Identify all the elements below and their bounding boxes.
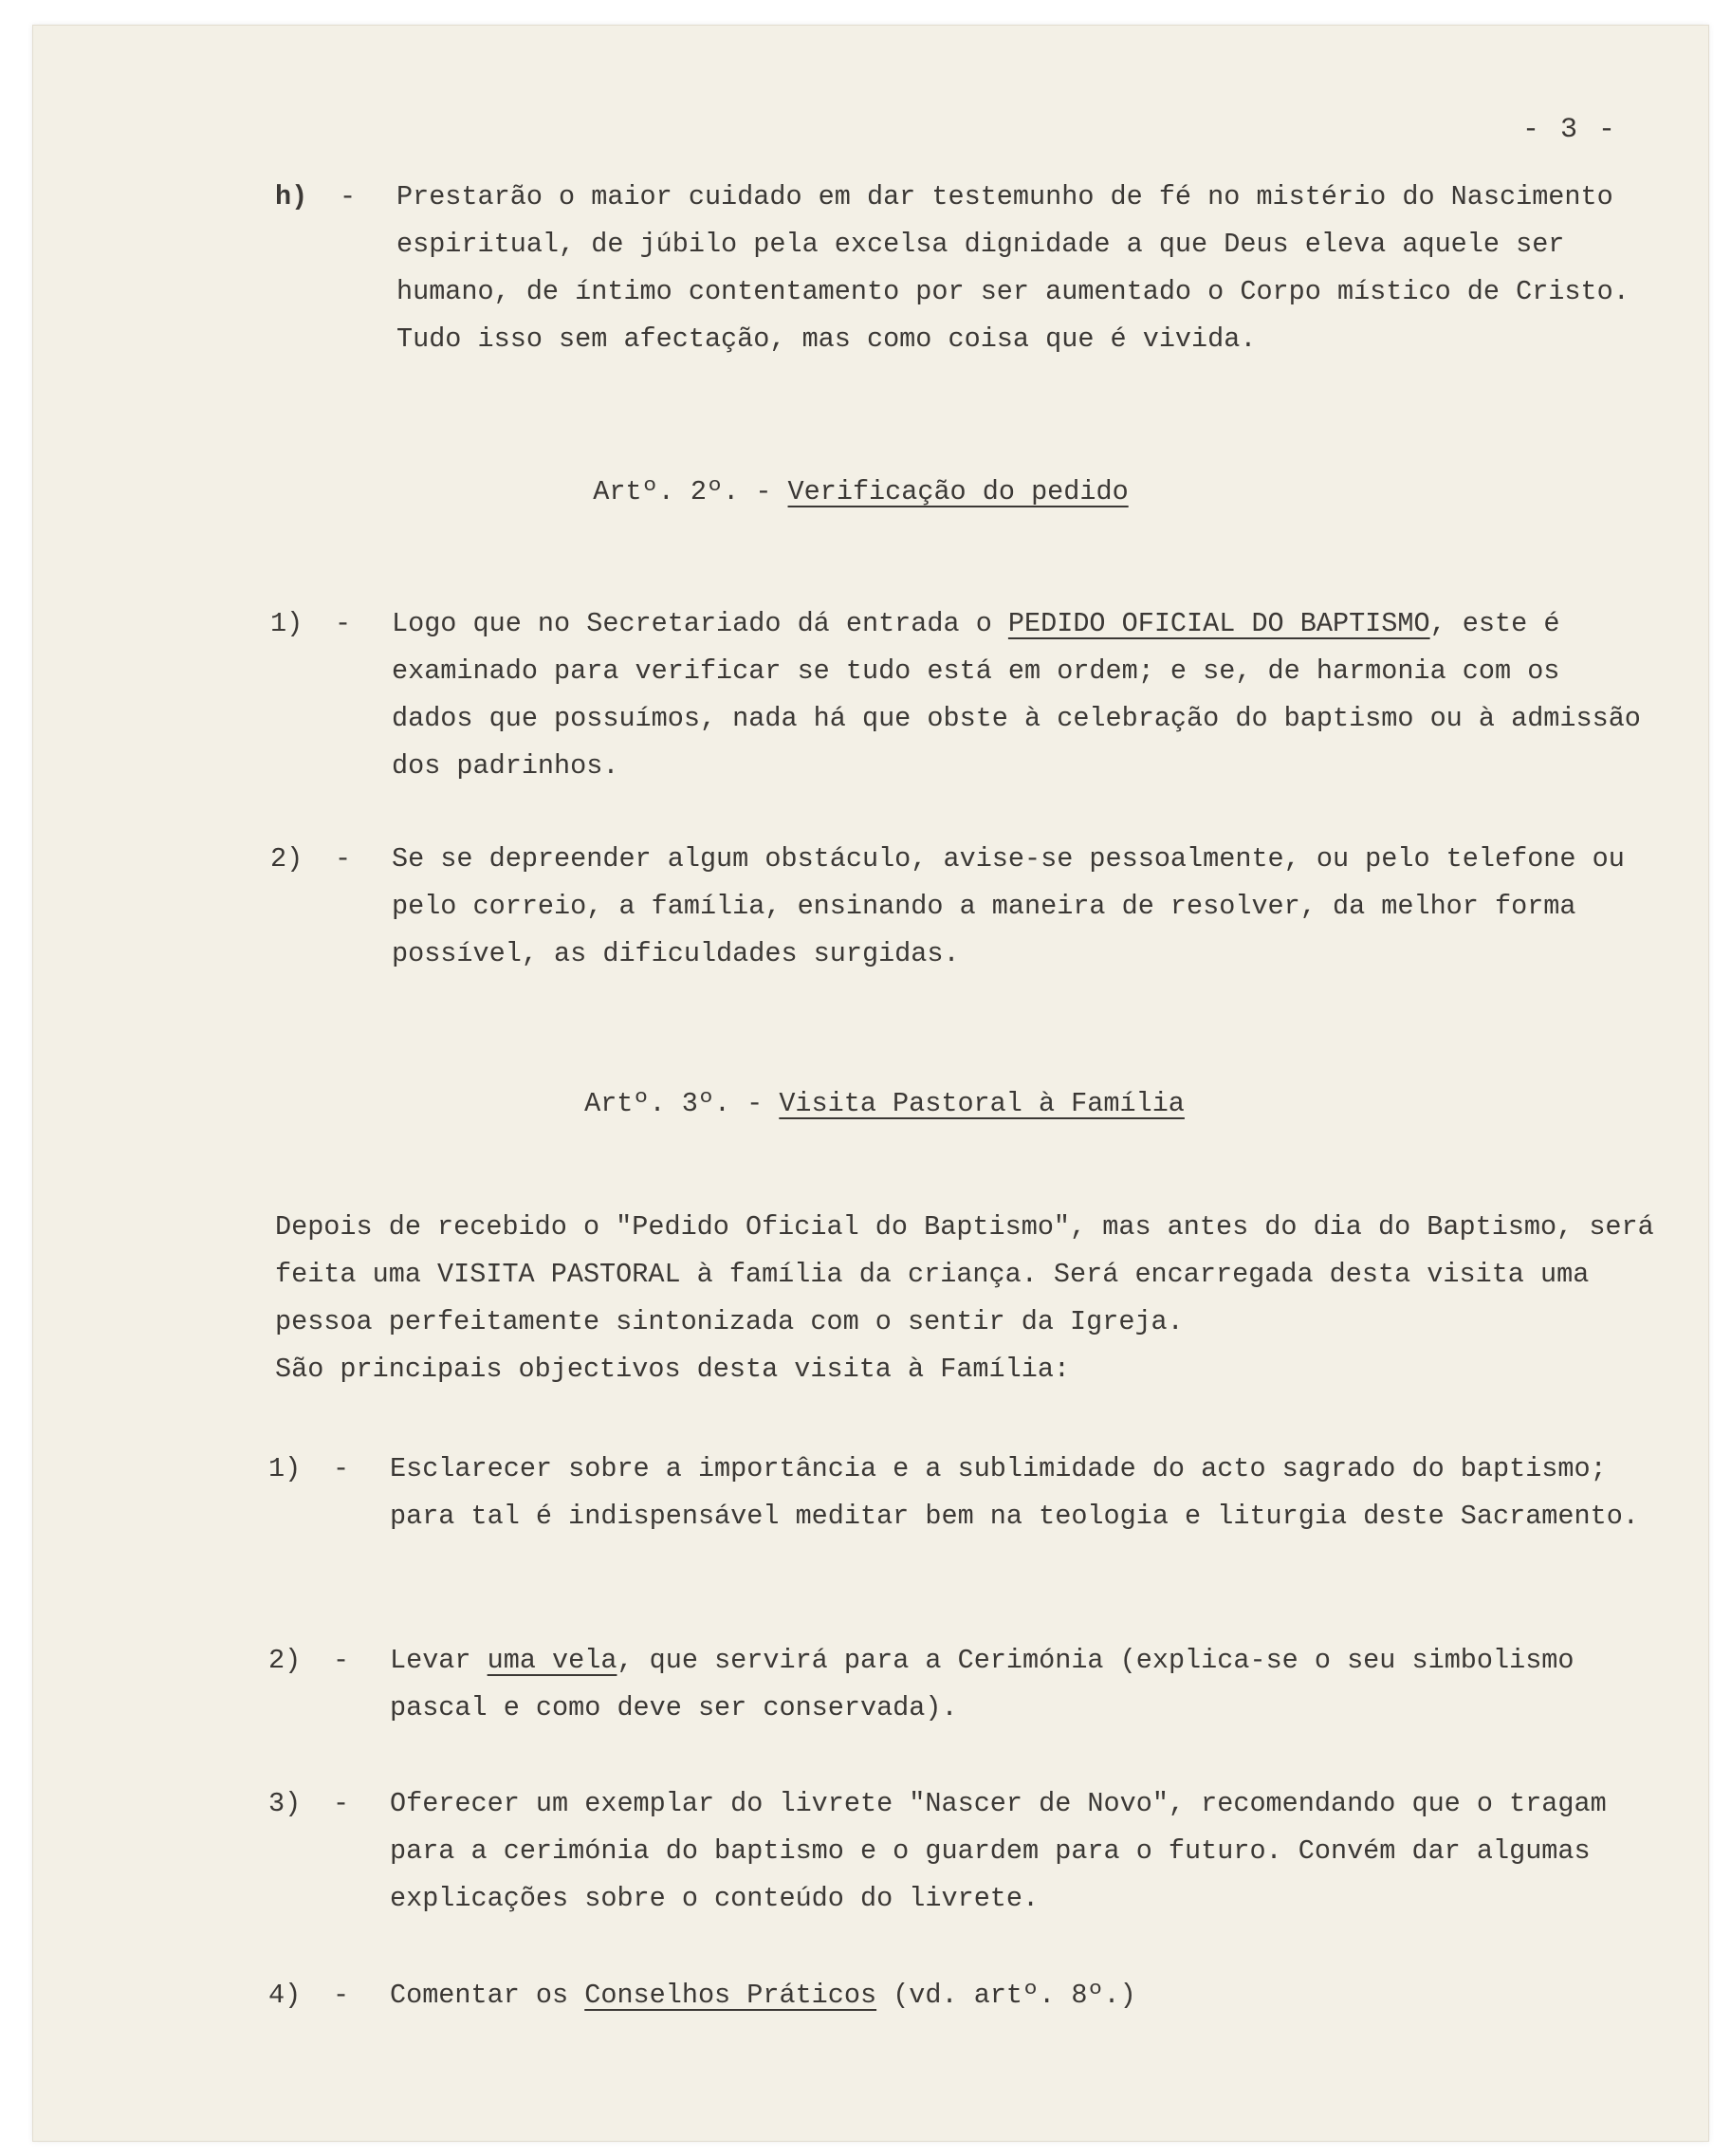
item-text-before: Logo que no Secretariado dá entrada o [392, 608, 1008, 639]
objectives-line: São principais objectivos desta visita à Família: [275, 1354, 1071, 1385]
article-2-title: Verificação do pedido [787, 476, 1129, 507]
item-marker: 3) [268, 1788, 302, 1819]
article-3-intro [275, 1204, 1660, 1393]
list-item [268, 1446, 1653, 1540]
list-item-h [275, 174, 1660, 363]
article-3-prefix: Artº. 3º. - [584, 1088, 780, 1119]
item-label [268, 1446, 382, 1493]
item-text-underlined: uma vela [487, 1645, 617, 1676]
item-text: Oferecer um exemplar do livrete "Nascer de Novo", recomendando que o tragam para a cerimónia do baptismo e o guardem para o futuro. Convém dar algumas explicações sobre o conteúdo do livrete. [390, 1788, 1607, 1914]
page-number: - 3 - [1522, 114, 1618, 146]
list-item [268, 1972, 1653, 2019]
item-label [268, 1637, 382, 1685]
item-marker: 2) [270, 843, 304, 875]
item-marker: 2) [268, 1645, 302, 1676]
item-marker: 4) [268, 1980, 302, 2011]
item-dash: - [335, 843, 352, 875]
item-text-underlined: PEDIDO OFICIAL DO BAPTISMO [1007, 608, 1430, 639]
item-dash: - [333, 1453, 350, 1484]
article-3-heading [19, 1080, 1731, 1128]
item-dash: - [333, 1980, 350, 2011]
item-text: Esclarecer sobre a importância e a sublimidade do acto sagrado do baptismo; para tal é indispensável meditar bem na teologia e liturgia deste Sacramento. [390, 1453, 1639, 1532]
item-text [390, 1972, 1653, 2019]
article-2-heading [0, 469, 1726, 516]
list-item [270, 836, 1655, 978]
item-text [392, 600, 1655, 790]
item-marker: 1) [270, 608, 304, 639]
article-3-title: Visita Pastoral à Família [779, 1088, 1185, 1119]
item-label [268, 1972, 382, 2019]
item-dash: - [333, 1645, 350, 1676]
item-marker: h) [275, 181, 308, 212]
item-label [270, 600, 384, 648]
list-item [268, 1780, 1653, 1923]
item-text: Se se depreender algum obstáculo, avise-se pessoalmente, ou pelo telefone ou pelo correio, a família, ensinando a maneira de resolver, da melhor forma possível, as dificuldades surgidas. [392, 843, 1625, 969]
item-text-after: , que servirá para a Cerimónia (explica-se o seu simbolismo pascal e como deve ser conservada). [390, 1645, 1574, 1723]
item-text: Prestarão o maior cuidado em dar testemunho de fé no mistério do Nascimento espiritual, de júbilo pela excelsa dignidade a que Deus eleva aquele ser humano, de íntimo contentamento por ser aumentado o Corpo místico de Cristo. Tudo isso sem afectação, mas como coisa que é vivida. [396, 181, 1630, 355]
item-label [268, 1780, 382, 1828]
item-text-after: , este é examinado para verificar se tudo está em ordem; e se, de harmonia com os dados que possuímos, nada há que obste à celebração do baptismo ou à admissão dos padrinhos. [392, 608, 1641, 782]
article-2-prefix: Artº. 2º. - [593, 476, 788, 507]
item-text-before: Comentar os [390, 1980, 585, 2011]
intro-text: Depois de recebido o "Pedido Oficial do Baptismo", mas antes do dia do Baptismo, será feita uma VISITA PASTORAL à família da criança. Será encarregada desta visita uma pessoa perfeitamente sintonizada com o sentir da Igreja. [275, 1211, 1654, 1337]
item-text [390, 1637, 1653, 1732]
item-text-after: (vd. artº. 8º.) [876, 1980, 1136, 2011]
item-dash: - [333, 1788, 350, 1819]
item-text-underlined: Conselhos Práticos [584, 1980, 877, 2011]
list-item [270, 600, 1655, 790]
item-marker: 1) [268, 1453, 302, 1484]
item-label [275, 174, 389, 221]
item-dash: - [335, 608, 352, 639]
item-text-before: Levar [390, 1645, 488, 1676]
list-item [268, 1637, 1653, 1732]
item-label [270, 836, 384, 883]
item-dash: - [340, 181, 357, 212]
